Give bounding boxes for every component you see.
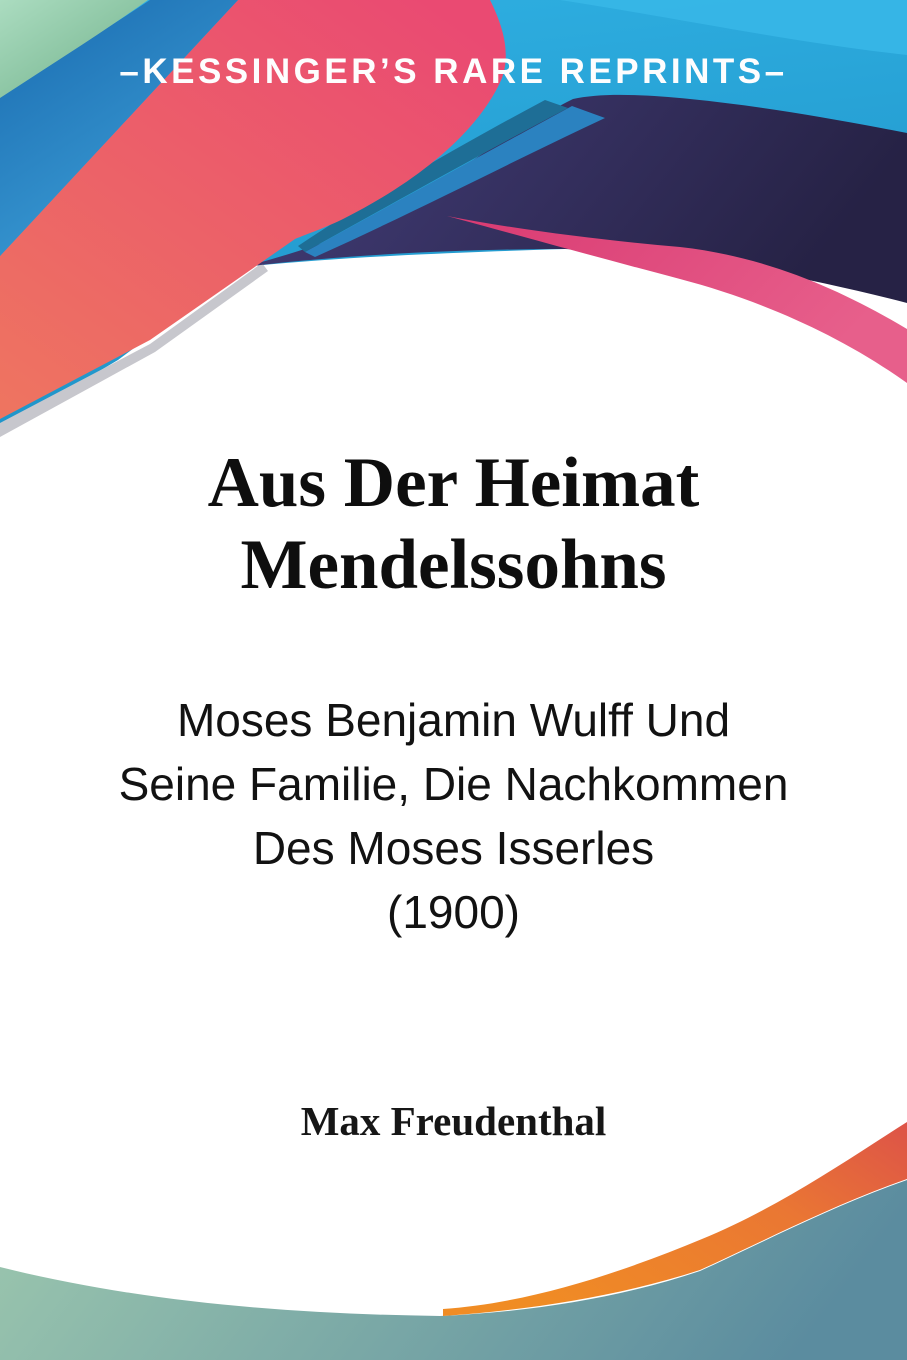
book-title — [0, 442, 907, 606]
author-name: Max Freudenthal — [300, 1098, 607, 1144]
title-line-2: Mendelssohns — [240, 526, 667, 604]
title-line-1: Aus Der Heimat — [207, 444, 700, 522]
bottom-swoosh-decoration — [0, 1110, 907, 1360]
subtitle-line-4: (1900) — [387, 886, 520, 938]
subtitle-line-2: Seine Familie, Die Nachkommen — [118, 758, 789, 810]
subtitle-line-3: Des Moses Isserles — [252, 822, 655, 874]
subtitle-line-1: Moses Benjamin Wulff Und — [176, 694, 731, 746]
publisher-banner: –KESSINGER’S RARE REPRINTS– — [119, 52, 788, 91]
book-subtitle — [0, 688, 907, 944]
